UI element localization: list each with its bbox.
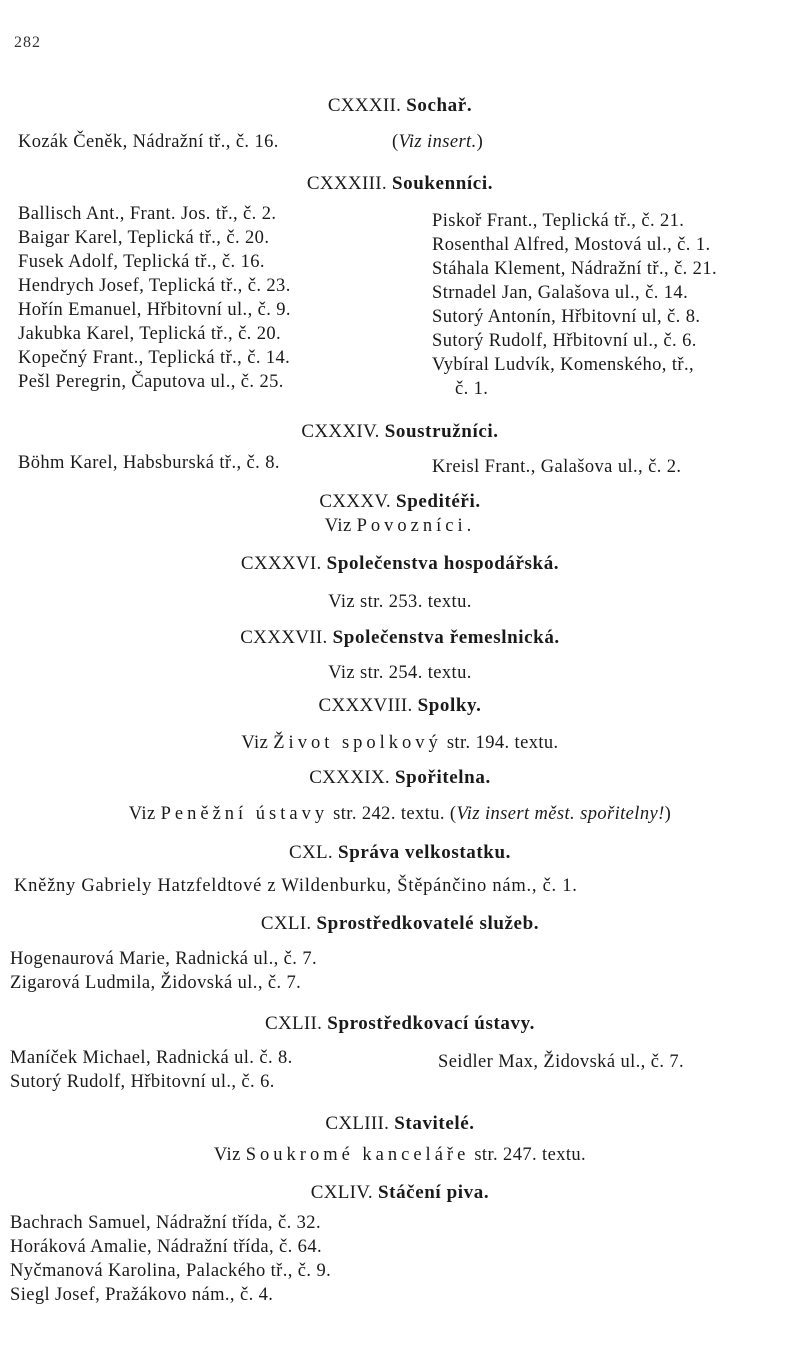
entry: Piskoř Frant., Teplická tř., č. 21.	[432, 211, 685, 231]
section-heading-spolecenstva-hospodarska	[0, 552, 800, 576]
page-number: 282	[14, 34, 41, 51]
entry: Zigarová Ludmila, Židovská ul., č. 7.	[10, 973, 302, 993]
reference-target: Soukromé kanceláře	[245, 1145, 470, 1165]
entry: Seidler Max, Židovská ul., č. 7.	[438, 1052, 685, 1072]
reference-target: Peněžní ústavy	[160, 804, 329, 824]
viz-label: Viz	[241, 733, 269, 753]
note-paren: (	[449, 804, 457, 824]
entry: Horáková Amalie, Nádražní třída, č. 64.	[10, 1237, 323, 1257]
section-title: Sprostředkovací ústavy.	[327, 1013, 535, 1034]
cross-reference: Viz str. 253. textu.	[328, 592, 472, 612]
entry: Kopečný Frant., Teplická tř., č. 14.	[18, 348, 291, 368]
section-heading-staceni-piva	[0, 1181, 800, 1205]
section-title: Spořitelna.	[395, 767, 491, 788]
cross-reference	[0, 731, 800, 755]
entry-continuation: č. 1.	[455, 379, 489, 399]
entry: Siegl Josef, Pražákovo nám., č. 4.	[10, 1285, 274, 1305]
section-heading-soustruznici	[0, 420, 800, 444]
entry: Baigar Karel, Teplická tř., č. 20.	[18, 228, 270, 248]
section-heading-soukennici	[0, 172, 800, 196]
viz-label: Viz	[213, 1145, 241, 1165]
note-paren: (	[392, 132, 399, 152]
section-number: CXLII.	[265, 1013, 323, 1034]
section-heading-speditori	[0, 490, 800, 514]
section-heading-spolecenstva-remeslnicka	[0, 626, 800, 650]
section-heading-stavitele	[0, 1112, 800, 1136]
section-title: Soukenníci.	[391, 173, 494, 194]
section-heading-sprostredkovaci-ustavy	[0, 1012, 800, 1036]
section-number: CXXXVIII.	[318, 695, 413, 716]
section-heading-spolky	[0, 694, 800, 718]
entry: Sutorý Rudolf, Hřbitovní ul., č. 6.	[10, 1072, 275, 1092]
section-number: CXL.	[289, 842, 333, 863]
section-heading-sochar	[0, 94, 800, 118]
reference-page: str. 242. textu.	[333, 804, 445, 824]
section-number: CXXXV.	[319, 491, 391, 512]
section-title: Společenstva hospodářská.	[326, 553, 560, 574]
section-number: CXXXVI.	[240, 553, 322, 574]
section-title: Stáčení piva.	[377, 1182, 490, 1203]
section-number: CXLIV.	[310, 1182, 373, 1203]
cross-reference	[0, 514, 800, 538]
section-title: Stavitelé.	[394, 1113, 475, 1134]
entry: Sutorý Rudolf, Hřbitovní ul., č. 6.	[432, 331, 697, 351]
section-number: CXXXII.	[327, 95, 402, 116]
entry: Hogenaurová Marie, Radnická ul., č. 7.	[10, 949, 317, 969]
insert-note	[450, 804, 671, 824]
entry: Ballisch Ant., Frant. Jos. tř., č. 2.	[18, 204, 277, 224]
entry: Stáhala Klement, Nádražní tř., č. 21.	[432, 259, 718, 279]
entry: Vybíral Ludvík, Komenského, tř.,	[432, 355, 694, 375]
section-title: Spolky.	[417, 695, 482, 716]
entry: Pešl Peregrin, Čaputova ul., č. 25.	[18, 372, 284, 392]
reference-page: str. 247. textu.	[474, 1145, 587, 1165]
note-text: Viz insert měst. spořitelny!	[456, 804, 665, 824]
note-paren: )	[664, 804, 672, 824]
section-number: CXXXIII.	[306, 173, 387, 194]
entry: Fusek Adolf, Teplická tř., č. 16.	[18, 252, 265, 272]
section-heading-sporitelna	[0, 766, 800, 790]
entry: Kreisl Frant., Galašova ul., č. 2.	[432, 457, 682, 477]
section-heading-sprostredkovatele-sluzeb	[0, 912, 800, 936]
entry: Bachrach Samuel, Nádražní třída, č. 32.	[10, 1213, 321, 1233]
section-number: CXLI.	[260, 913, 312, 934]
entry: Maníček Michael, Radnická ul. č. 8.	[10, 1048, 293, 1068]
section-title: Soustružníci.	[384, 421, 499, 442]
entry: Böhm Karel, Habsburská tř., č. 8.	[18, 453, 280, 473]
reference-target: Život spolkový	[273, 733, 442, 753]
section-title: Správa velkostatku.	[338, 842, 511, 863]
section-heading-sprava-velkostatku	[0, 841, 800, 865]
viz-label: Viz	[128, 804, 156, 824]
insert-note	[392, 131, 483, 153]
section-number: CXXXIV.	[301, 421, 380, 442]
section-title: Sochař.	[406, 95, 473, 116]
section-number: CXXXVII.	[240, 627, 328, 648]
section-title: Společenstva řemeslnická.	[332, 627, 560, 648]
note-paren: )	[476, 132, 484, 152]
entry: Jakubka Karel, Teplická tř., č. 20.	[18, 324, 282, 344]
entry: Strnadel Jan, Galašova ul., č. 14.	[432, 283, 689, 303]
entry: Hendrych Josef, Teplická tř., č. 23.	[18, 276, 291, 296]
entry: Rosenthal Alfred, Mostová ul., č. 1.	[432, 235, 711, 255]
section-title: Sprostředkovatelé služeb.	[316, 913, 540, 934]
section-number: CXXXIX.	[309, 767, 390, 788]
section-title: Speditéři.	[396, 491, 481, 512]
section-number: CXLIII.	[325, 1113, 390, 1134]
entry: Sutorý Antonín, Hřbitovní ul, č. 8.	[432, 307, 701, 327]
entry	[18, 131, 279, 153]
viz-label: Viz	[324, 516, 352, 536]
entry: Kněžny Gabriely Hatzfeldtové z Wildenburku, Štěpánčino nám., č. 1.	[14, 876, 578, 896]
entry-text: Kozák Čeněk, Nádražní tř., č. 16.	[18, 132, 279, 152]
reference-page: str. 194. textu.	[446, 733, 559, 753]
entry: Hořín Emanuel, Hřbitovní ul., č. 9.	[18, 300, 291, 320]
note-text: Viz insert.	[398, 132, 477, 152]
reference-target: Povozníci.	[356, 516, 476, 536]
cross-reference	[0, 1143, 800, 1167]
cross-reference	[0, 802, 800, 826]
entry: Nyčmanová Karolina, Palackého tř., č. 9.	[10, 1261, 332, 1281]
cross-reference: Viz str. 254. textu.	[328, 663, 472, 683]
